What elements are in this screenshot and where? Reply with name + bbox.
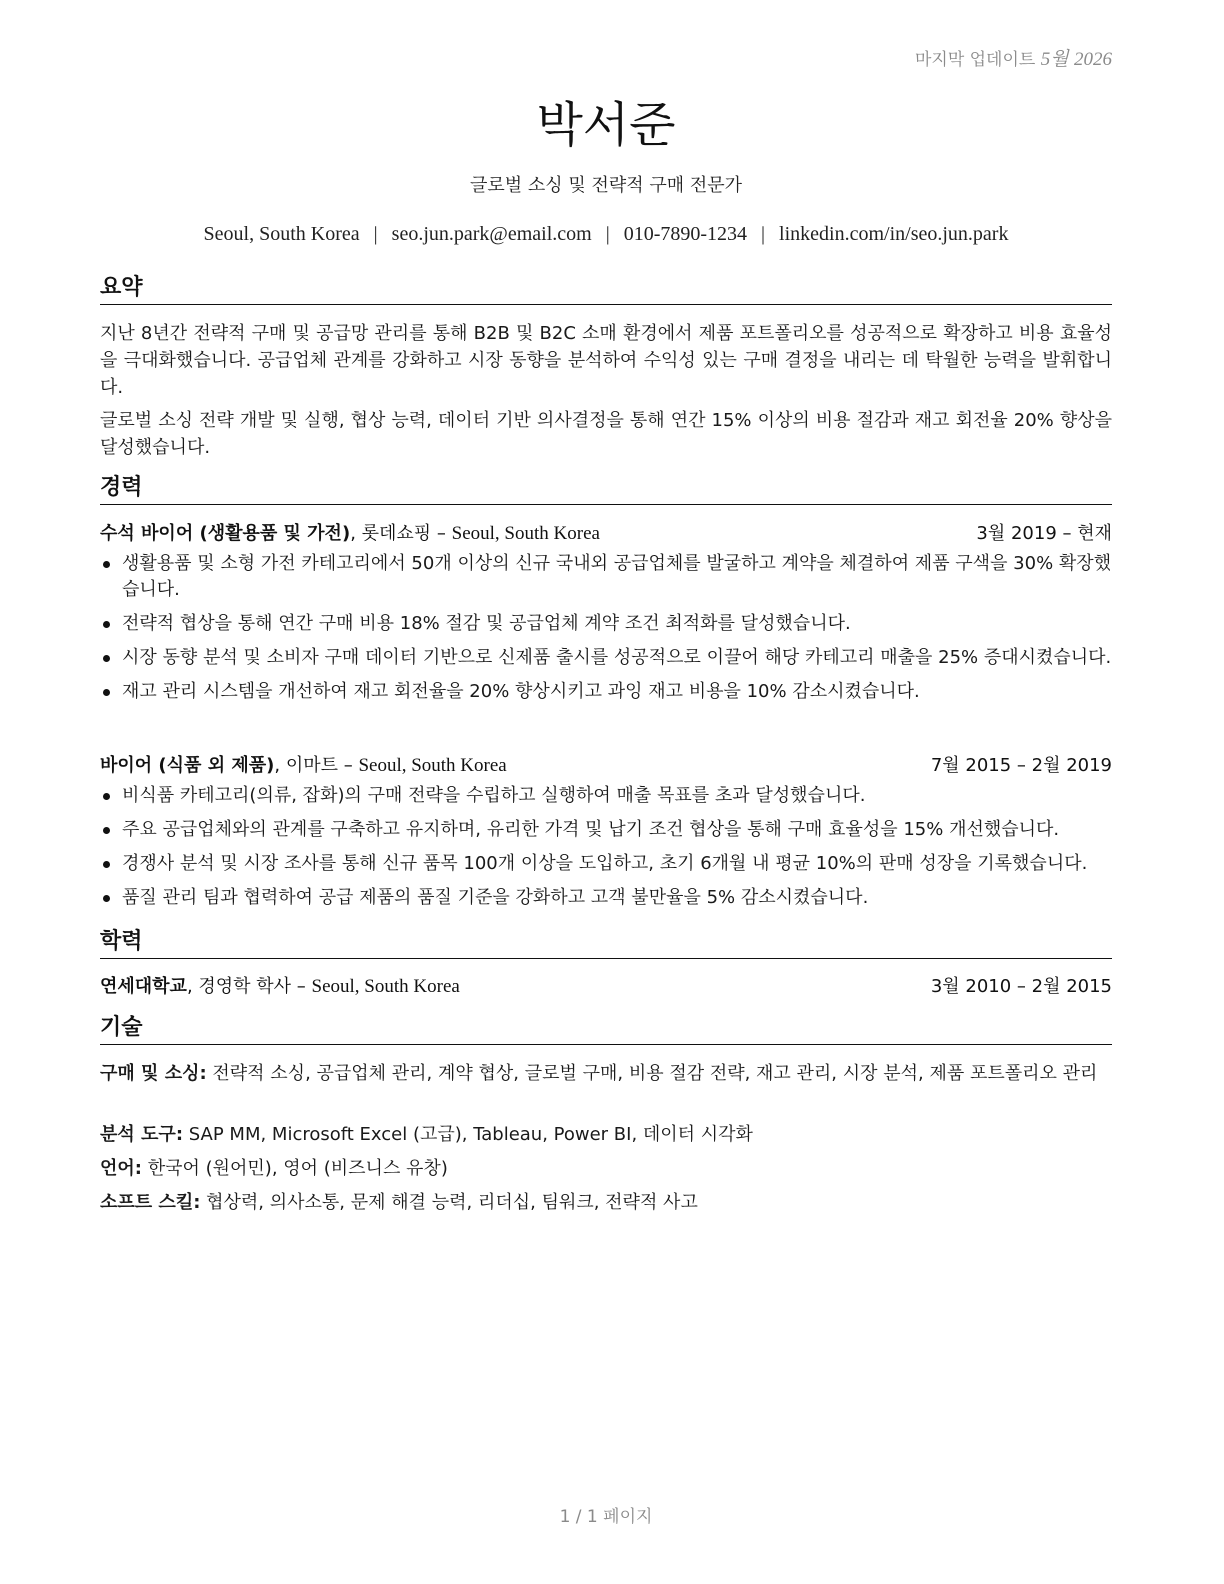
skill-value: SAP MM, Microsoft Excel (고급), Tableau, Power BI, 데이터 시각화 [188,1124,753,1145]
last-updated-label: 마지막 업데이트 [914,50,1036,70]
list-item [100,611,1118,637]
bullet-icon [103,689,110,696]
list-item [100,851,1118,877]
contact-email[interactable]: seo.jun.park@email.com [391,223,592,245]
contact-location: Seoul, South Korea [203,223,360,245]
contact-linkedin[interactable]: linkedin.com/in/seo.jun.park [779,223,1009,245]
bullet-icon [103,621,110,628]
education-school: 연세대학교 [100,976,187,997]
bullet-text: 경쟁사 분석 및 시장 조사를 통해 신규 품목 100개 이상을 도입하고, 초기 6개월 내 평균 10%의 판매 성장을 기록했습니다. [122,853,1088,874]
job-bullets [100,783,1118,919]
job-title: 바이어 (식품 외 제품) [100,755,275,776]
headline: 글로벌 소싱 및 전략적 구매 전문가 [469,175,743,196]
bullet-text: 시장 동향 분석 및 소비자 구매 데이터 기반으로 신제품 출시를 성공적으로 이끌어 해당 카테고리 매출을 25% 증대시켰습니다. [122,647,1112,668]
list-item [100,679,1118,705]
list-item [100,783,1118,809]
skill-row [100,1060,1112,1087]
education-dates: 3월 2010 – 2월 2015 [930,976,1112,997]
resume-page [100,0,1112,1584]
skill-row [100,1121,1112,1148]
skill-label: 언어: [100,1158,142,1179]
bullet-icon [103,895,110,902]
bullet-text: 주요 공급업체와의 관계를 구축하고 유지하며, 유리한 가격 및 납기 조건 협상을 통해 구매 효율성을 15% 개선했습니다. [122,819,1060,840]
bullet-icon [103,655,110,662]
experience-heading: 경력 [100,474,1112,505]
bullet-icon [103,793,110,800]
contact-line [100,223,1112,246]
job-header: 수석 바이어 (생활용품 및 가전), 롯데쇼핑 – Seoul, South Korea 3월 2019 – 현재 [100,520,1112,548]
contact-separator: | [761,223,766,245]
summary-heading: 요약 [100,274,1112,305]
list-item [100,645,1118,671]
bullet-icon [103,561,110,568]
education-entry: 연세대학교, 경영학 학사 – Seoul, South Korea 3월 2010 – 2월 2015 [100,973,1112,1001]
job-company: 이마트 [285,755,338,776]
last-updated [915,44,1112,71]
last-updated-year: 2026 [1074,49,1112,70]
bullet-text: 비식품 카테고리(의류, 잡화)의 구매 전략을 수립하고 실행하여 매출 목표를 초과 달성했습니다. [122,785,866,806]
contact-separator: | [605,223,610,245]
skill-label: 분석 도구: [100,1124,184,1145]
skill-value: 전략적 소싱, 공급업체 관리, 계약 협상, 글로벌 구매, 비용 절감 전략, 재고 관리, 시장 분석, 제품 포트폴리오 관리 [212,1063,1098,1084]
education-degree: 경영학 학사 [198,976,292,997]
bullet-text: 전략적 협상을 통해 연간 구매 비용 18% 절감 및 공급업체 계약 조건 최적화를 달성했습니다. [122,613,851,634]
summary-paragraph-1: 지난 8년간 전략적 구매 및 공급망 관리를 통해 B2B 및 B2C 소매 환경에서 제품 포트폴리오를 성공적으로 확장하고 비용 효율성을 극대화했습니다. 공급업체 관계를 강화하고 시장 동향을 분석하여 수익성 있는 구매 결정을 내리는 데 탁월한 능력을 발휘합니다. [100,323,1112,398]
skill-value: 협상력, 의사소통, 문제 해결 능력, 리더십, 팀워크, 전략적 사고 [206,1192,698,1213]
job-bullets [100,551,1118,713]
list-item [100,817,1118,843]
bullet-icon [103,827,110,834]
bullet-text: 품질 관리 팀과 협력하여 공급 제품의 품질 기준을 강화하고 고객 불만율을 5% 감소시켰습니다. [122,887,869,908]
job-header: 바이어 (식품 외 제품), 이마트 – Seoul, South Korea 7월 2015 – 2월 2019 [100,752,1112,780]
job-company: 롯데쇼핑 [361,523,432,544]
page-number: 1 / 1 페이지 [559,1507,653,1527]
job-dates: 3월 2019 – 현재 [976,523,1112,544]
education-location: Seoul, South Korea [311,976,460,997]
job-title: 수석 바이어 (생활용품 및 가전) [100,523,351,544]
skills-heading: 기술 [100,1014,1112,1045]
summary-paragraph-2: 글로벌 소싱 전략 개발 및 실행, 협상 능력, 데이터 기반 의사결정을 통해 연간 15% 이상의 비용 절감과 재고 회전율 20% 향상을 달성했습니다. [100,410,1112,458]
bullet-icon [103,861,110,868]
person-name: 박서준 [536,97,676,153]
job-dates: 7월 2015 – 2월 2019 [930,755,1112,776]
list-item [100,551,1118,603]
contact-separator: | [373,223,378,245]
education-heading: 학력 [100,928,1112,959]
skill-value: 한국어 (원어민), 영어 (비즈니스 유창) [147,1158,448,1179]
skill-row [100,1189,1112,1216]
list-item [100,885,1118,911]
skill-label: 구매 및 소싱: [100,1063,207,1084]
skill-row [100,1155,1112,1182]
contact-phone: 010-7890-1234 [623,223,748,245]
skill-label: 소프트 스킬: [100,1192,201,1213]
job-location: Seoul, South Korea [451,523,600,544]
bullet-text: 생활용품 및 소형 가전 카테고리에서 50개 이상의 신규 국내외 공급업체를 발굴하고 계약을 체결하여 제품 구색을 30% 확장했습니다. [122,553,1112,600]
bullet-text: 재고 관리 시스템을 개선하여 재고 회전율을 20% 향상시키고 과잉 재고 비용을 10% 감소시켰습니다. [122,681,920,702]
job-location: Seoul, South Korea [358,755,507,776]
last-updated-month: 5월 [1040,49,1069,70]
